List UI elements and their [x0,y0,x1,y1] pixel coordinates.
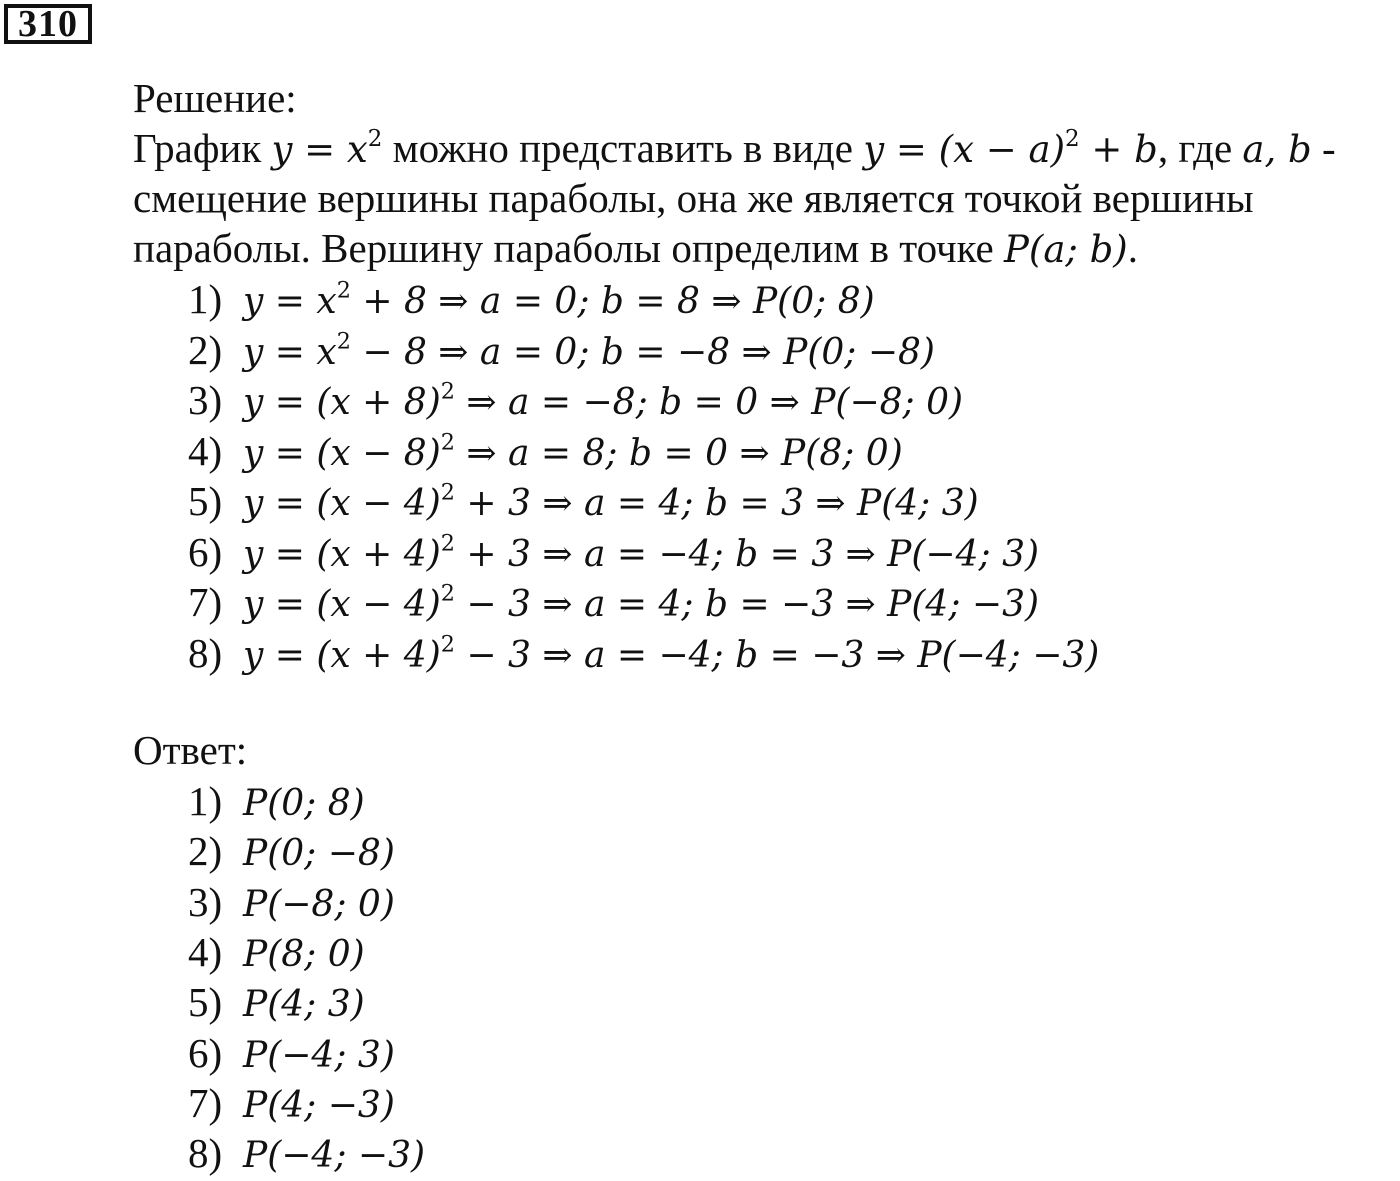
solution-item [188,325,935,378]
answer-value: P(8; 0) [243,933,365,975]
item-number: 2) [188,828,223,875]
math-formula [243,428,903,474]
answer-value: P(4; −3) [243,1084,395,1126]
math-text: y = (x − a) [863,128,1065,171]
text-fragment: можно представить в виде [382,125,864,171]
item-number: 8) [188,629,223,676]
math-formula [243,327,935,373]
item-number: 7) [188,1079,223,1126]
answer-value: P(0; 8) [243,783,365,824]
math-formula [863,125,1158,171]
math-text: y = (x − 4) [243,483,441,524]
exponent: 2 [440,428,455,455]
math-formula [243,378,964,423]
solution-item [188,426,903,479]
answer-value: P(0; −8) [243,833,395,875]
solution-line-3 [133,223,1138,275]
item-number: 5) [188,979,223,1026]
solution-heading: Решение: [133,75,297,121]
answer-item [188,1028,395,1081]
math-formula [243,277,875,322]
exponent: 2 [1065,125,1080,152]
item-number: 8) [188,1130,223,1177]
item-number: 3) [188,878,223,925]
math-formula [271,125,383,171]
item-number: 7) [188,579,223,625]
solution-line-1 [133,123,1336,175]
text-fragment: . [1127,225,1138,271]
answer-item [188,1128,425,1181]
solution-line-2: смещение вершины параболы, она же является точкой вершины [133,175,1254,221]
exponent: 2 [440,479,455,506]
math-text: − 8 ⇒ a = 0; b = −8 ⇒ P(0; −8) [350,331,935,373]
exponent: 2 [336,277,351,304]
answer-value: P(4; 3) [243,984,365,1026]
item-number: 1) [188,778,223,824]
exponent: 2 [440,378,455,405]
item-number: 1) [188,276,223,322]
math-text: y = (x + 4) [243,634,441,676]
answer-item [188,1078,395,1131]
exponent: 2 [440,529,455,556]
item-number: 2) [188,326,223,373]
exponent: 2 [440,630,455,657]
answer-value: P(−4; 3) [243,1034,395,1076]
math-formula: a, b [1242,128,1312,171]
answer-value: P(−8; 0) [243,883,395,925]
exponent: 2 [336,327,351,354]
item-number: 6) [188,1029,223,1076]
math-text: ⇒ a = 8; b = 0 ⇒ P(8; 0) [454,432,903,474]
math-text: y = (x + 8) [243,382,441,423]
item-number: 4) [188,928,223,975]
answer-item [188,927,365,980]
item-number: 4) [188,427,223,474]
math-text: + 3 ⇒ a = 4; b = 3 ⇒ P(4; 3) [454,483,979,524]
math-formula: P(a; b) [1003,228,1128,271]
answer-item [188,826,395,879]
answer-heading: Ответ: [133,727,248,773]
task-number-box: 310 [4,4,92,44]
math-formula [243,529,1040,575]
math-text: + 8 ⇒ a = 0; b = 8 ⇒ P(0; 8) [350,281,875,322]
answer-value: P(−4; −3) [243,1135,426,1177]
solution-item [188,476,979,529]
text-fragment: График [133,125,272,171]
text-fragment: , где [1157,125,1243,171]
solution-item [188,628,1099,681]
math-text: y = (x − 8) [243,432,441,474]
math-text: + b [1079,128,1158,171]
math-text: y = x [271,128,368,171]
exponent: 2 [440,580,455,607]
math-formula [243,630,1100,676]
math-text: y = x [243,331,337,373]
item-number: 6) [188,528,223,575]
solution-item [188,527,1039,580]
math-formula [243,479,979,524]
math-text: + 3 ⇒ a = −4; b = 3 ⇒ P(−4; 3) [454,533,1040,575]
math-text: y = x [243,281,337,322]
text-fragment: - [1311,125,1336,171]
answer-item [188,776,365,829]
math-text: ⇒ a = −8; b = 0 ⇒ P(−8; 0) [454,382,964,423]
math-text: − 3 ⇒ a = 4; b = −3 ⇒ P(4; −3) [454,584,1040,625]
math-text: y = (x + 4) [243,533,441,575]
item-number: 5) [188,478,223,524]
answer-item [188,977,365,1030]
answer-item [188,877,395,930]
text-fragment: параболы. Вершину параболы определим в точке [133,225,1004,271]
solution-item [188,577,1039,630]
solution-item [188,274,875,327]
math-formula [243,580,1040,625]
solution-item [188,375,963,428]
item-number: 3) [188,377,223,423]
math-text: y = (x − 4) [243,584,441,625]
exponent: 2 [367,125,383,152]
math-text: − 3 ⇒ a = −4; b = −3 ⇒ P(−4; −3) [454,634,1100,676]
